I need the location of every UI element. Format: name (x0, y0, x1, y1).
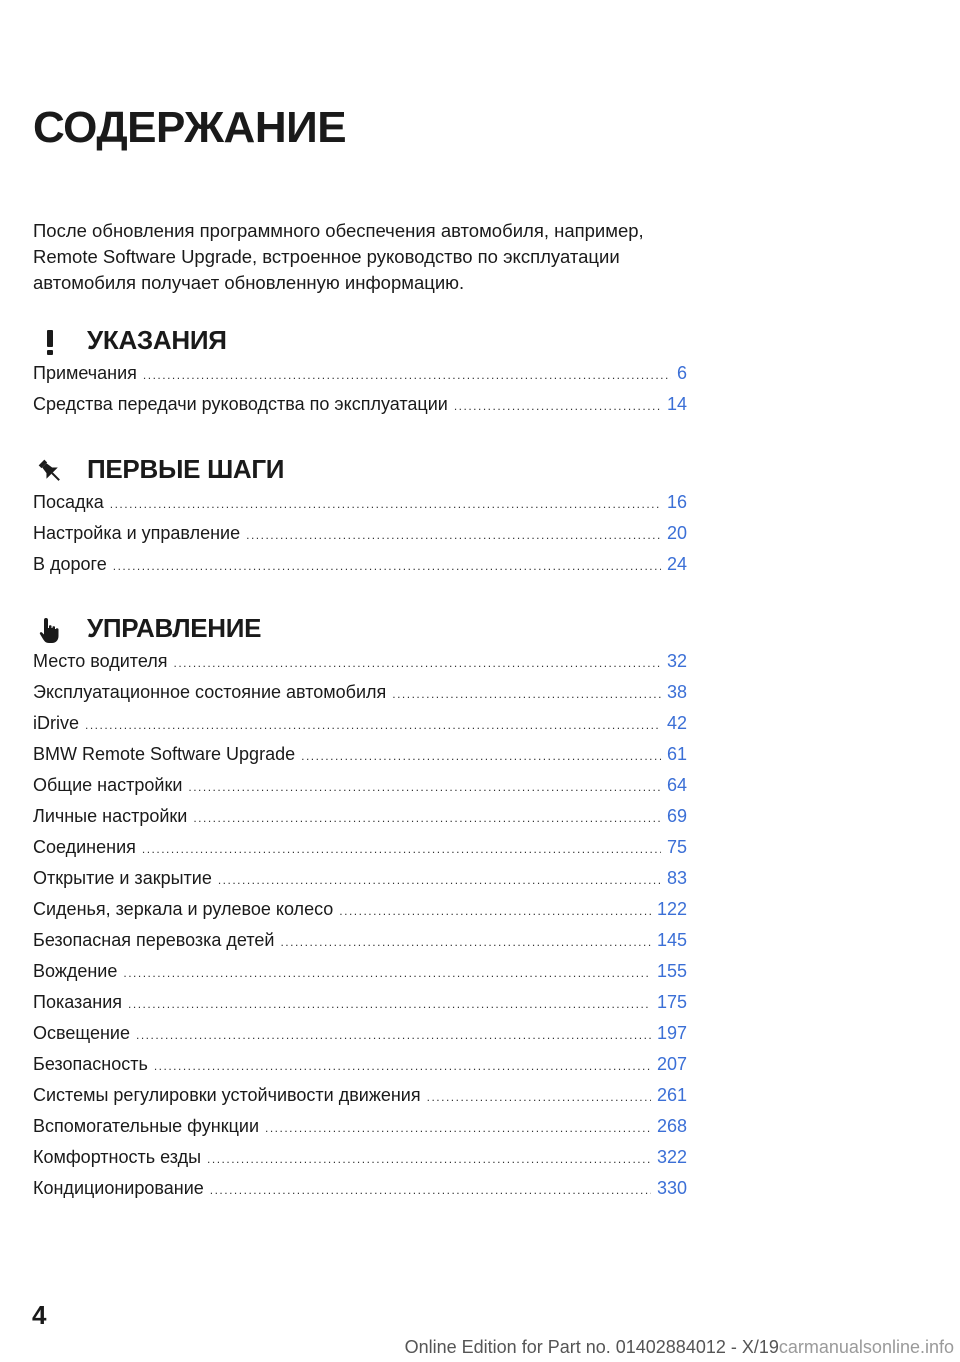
toc-section-first-steps (33, 452, 687, 585)
toc-entry-label: Показания (33, 992, 123, 1012)
toc-entry-page-link[interactable]: 14 (666, 394, 687, 414)
section-title: ПЕРВЫЕ ШАГИ (87, 454, 285, 484)
toc-entry[interactable] (33, 775, 687, 806)
toc-entry-page-link[interactable]: 207 (656, 1054, 687, 1074)
section-header (33, 452, 687, 492)
toc-entry[interactable] (33, 713, 687, 744)
dot-leader (136, 1028, 651, 1042)
toc-entry[interactable] (33, 837, 687, 868)
dot-leader (128, 997, 651, 1011)
dot-leader (265, 1121, 651, 1135)
toc-entry-page-link[interactable]: 6 (676, 363, 687, 383)
toc-entry-label: Безопасность (33, 1054, 148, 1074)
toc-entry[interactable] (33, 930, 687, 961)
toc-entry-page-link[interactable]: 42 (666, 713, 687, 733)
toc-entry-label: Кондиционирование (33, 1178, 204, 1198)
dot-leader (454, 399, 661, 413)
toc-list (33, 651, 687, 1209)
dot-leader (113, 559, 661, 573)
toc-entry-label: В дороге (33, 554, 107, 574)
toc-entry-page-link[interactable]: 32 (666, 651, 687, 671)
toc-entry-label: Общие настройки (33, 775, 183, 795)
dot-leader (123, 966, 651, 980)
toc-section-controls (33, 611, 687, 1209)
dot-leader (193, 811, 661, 825)
toc-entry-page-link[interactable]: 175 (656, 992, 687, 1012)
toc-entry[interactable] (33, 899, 687, 930)
toc-entry-label: Сиденья, зеркала и рулевое колесо (33, 899, 334, 919)
toc-entry-label: Настройка и управление (33, 523, 241, 543)
footer-site: carmanualsonline.info (778, 1337, 954, 1357)
dot-leader (143, 368, 671, 382)
section-title: УКАЗАНИЯ (87, 325, 227, 355)
toc-entry[interactable] (33, 682, 687, 713)
toc-entry-page-link[interactable]: 20 (666, 523, 687, 543)
section-header (33, 323, 687, 363)
toc-entry-label: Средства передачи руководства по эксплуатации (33, 394, 448, 414)
toc-entry[interactable] (33, 554, 687, 585)
toc-entry-page-link[interactable]: 322 (656, 1147, 687, 1167)
toc-entry-label: Посадка (33, 492, 104, 512)
toc-entry[interactable] (33, 868, 687, 899)
dot-leader (427, 1090, 651, 1104)
toc-entry-label: Эксплуатационное состояние автомобиля (33, 682, 387, 702)
dot-leader (210, 1183, 651, 1197)
toc-entry-page-link[interactable]: 16 (666, 492, 687, 512)
toc-entry-label: Освещение (33, 1023, 130, 1043)
toc-entry-page-link[interactable]: 61 (666, 744, 687, 764)
toc-section-notes (33, 323, 687, 425)
toc-entry[interactable] (33, 1085, 687, 1116)
toc-entry-label: Системы регулировки устойчивости движения (33, 1085, 421, 1105)
toc-entry-page-link[interactable]: 330 (656, 1178, 687, 1198)
toc-entry-label: Личные настройки (33, 806, 188, 826)
toc-entry-page-link[interactable]: 75 (666, 837, 687, 857)
intro-text (33, 218, 693, 296)
dot-leader (188, 780, 661, 794)
dot-leader (301, 749, 661, 763)
footer-edition: Online Edition for Part no. 01402884012 - X/19 (404, 1337, 779, 1357)
toc-entry-page-link[interactable]: 155 (656, 961, 687, 981)
dot-leader (339, 904, 651, 918)
toc-entry[interactable] (33, 744, 687, 775)
section-title: УПРАВЛЕНИЕ (87, 613, 262, 643)
toc-entry-page-link[interactable]: 69 (666, 806, 687, 826)
toc-entry-label: Вождение (33, 961, 118, 981)
toc-entry[interactable] (33, 806, 687, 837)
toc-entry-label: Соединения (33, 837, 136, 857)
toc-entry[interactable] (33, 492, 687, 523)
toc-entry-label: Безопасная перевозка детей (33, 930, 275, 950)
toc-entry-page-link[interactable]: 38 (666, 682, 687, 702)
toc-entry[interactable] (33, 363, 687, 394)
hand-pointer-icon (35, 615, 65, 645)
toc-entry[interactable] (33, 523, 687, 554)
section-header (33, 611, 687, 651)
page-number: 4 (32, 1300, 47, 1330)
toc-entry[interactable] (33, 1116, 687, 1147)
toc-entry-label: Примечания (33, 363, 137, 383)
toc-entry-page-link[interactable]: 122 (656, 899, 687, 919)
intro-line: Remote Software Upgrade, встроенное руководство по эксплуатации (33, 246, 620, 267)
toc-entry[interactable] (33, 992, 687, 1023)
toc-entry-page-link[interactable]: 83 (666, 868, 687, 888)
dot-leader (142, 842, 661, 856)
toc-entry-page-link[interactable]: 261 (656, 1085, 687, 1105)
dot-leader (280, 935, 651, 949)
toc-entry[interactable] (33, 1147, 687, 1178)
page-title: СОДЕРЖАНИЕ (33, 103, 347, 152)
toc-entry-label: BMW Remote Software Upgrade (33, 744, 296, 764)
toc-entry-label: Открытие и закрытие (33, 868, 212, 888)
toc-entry[interactable] (33, 1178, 687, 1209)
toc-entry-label: Место водителя (33, 651, 168, 671)
dot-leader (392, 687, 661, 701)
dot-leader (246, 528, 661, 542)
toc-entry-label: Вспомогательные функции (33, 1116, 260, 1136)
intro-line: автомобиля получает обновленную информацию. (33, 272, 465, 293)
dot-leader (207, 1152, 651, 1166)
toc-entry[interactable] (33, 1023, 687, 1054)
toc-entry[interactable] (33, 394, 687, 425)
dot-leader (154, 1059, 651, 1073)
pushpin-icon (35, 456, 65, 486)
toc-entry[interactable] (33, 961, 687, 992)
toc-entry[interactable] (33, 651, 687, 682)
dot-leader (218, 873, 661, 887)
dot-leader (110, 497, 661, 511)
toc-entry-page-link[interactable]: 145 (656, 930, 687, 950)
toc-entry-label: Комфортность езды (33, 1147, 202, 1167)
toc-entry-page-link[interactable]: 24 (666, 554, 687, 574)
toc-entry-label: iDrive (33, 713, 80, 733)
toc-entry-page-link[interactable]: 64 (666, 775, 687, 795)
toc-entry-page-link[interactable]: 268 (656, 1116, 687, 1136)
dot-leader (85, 718, 661, 732)
exclamation-icon (35, 327, 65, 357)
intro-line: После обновления программного обеспечения автомобиля, например, (33, 220, 644, 241)
toc-entry-page-link[interactable]: 197 (656, 1023, 687, 1043)
dot-leader (174, 656, 661, 670)
footer (405, 1337, 954, 1358)
toc-entry[interactable] (33, 1054, 687, 1085)
